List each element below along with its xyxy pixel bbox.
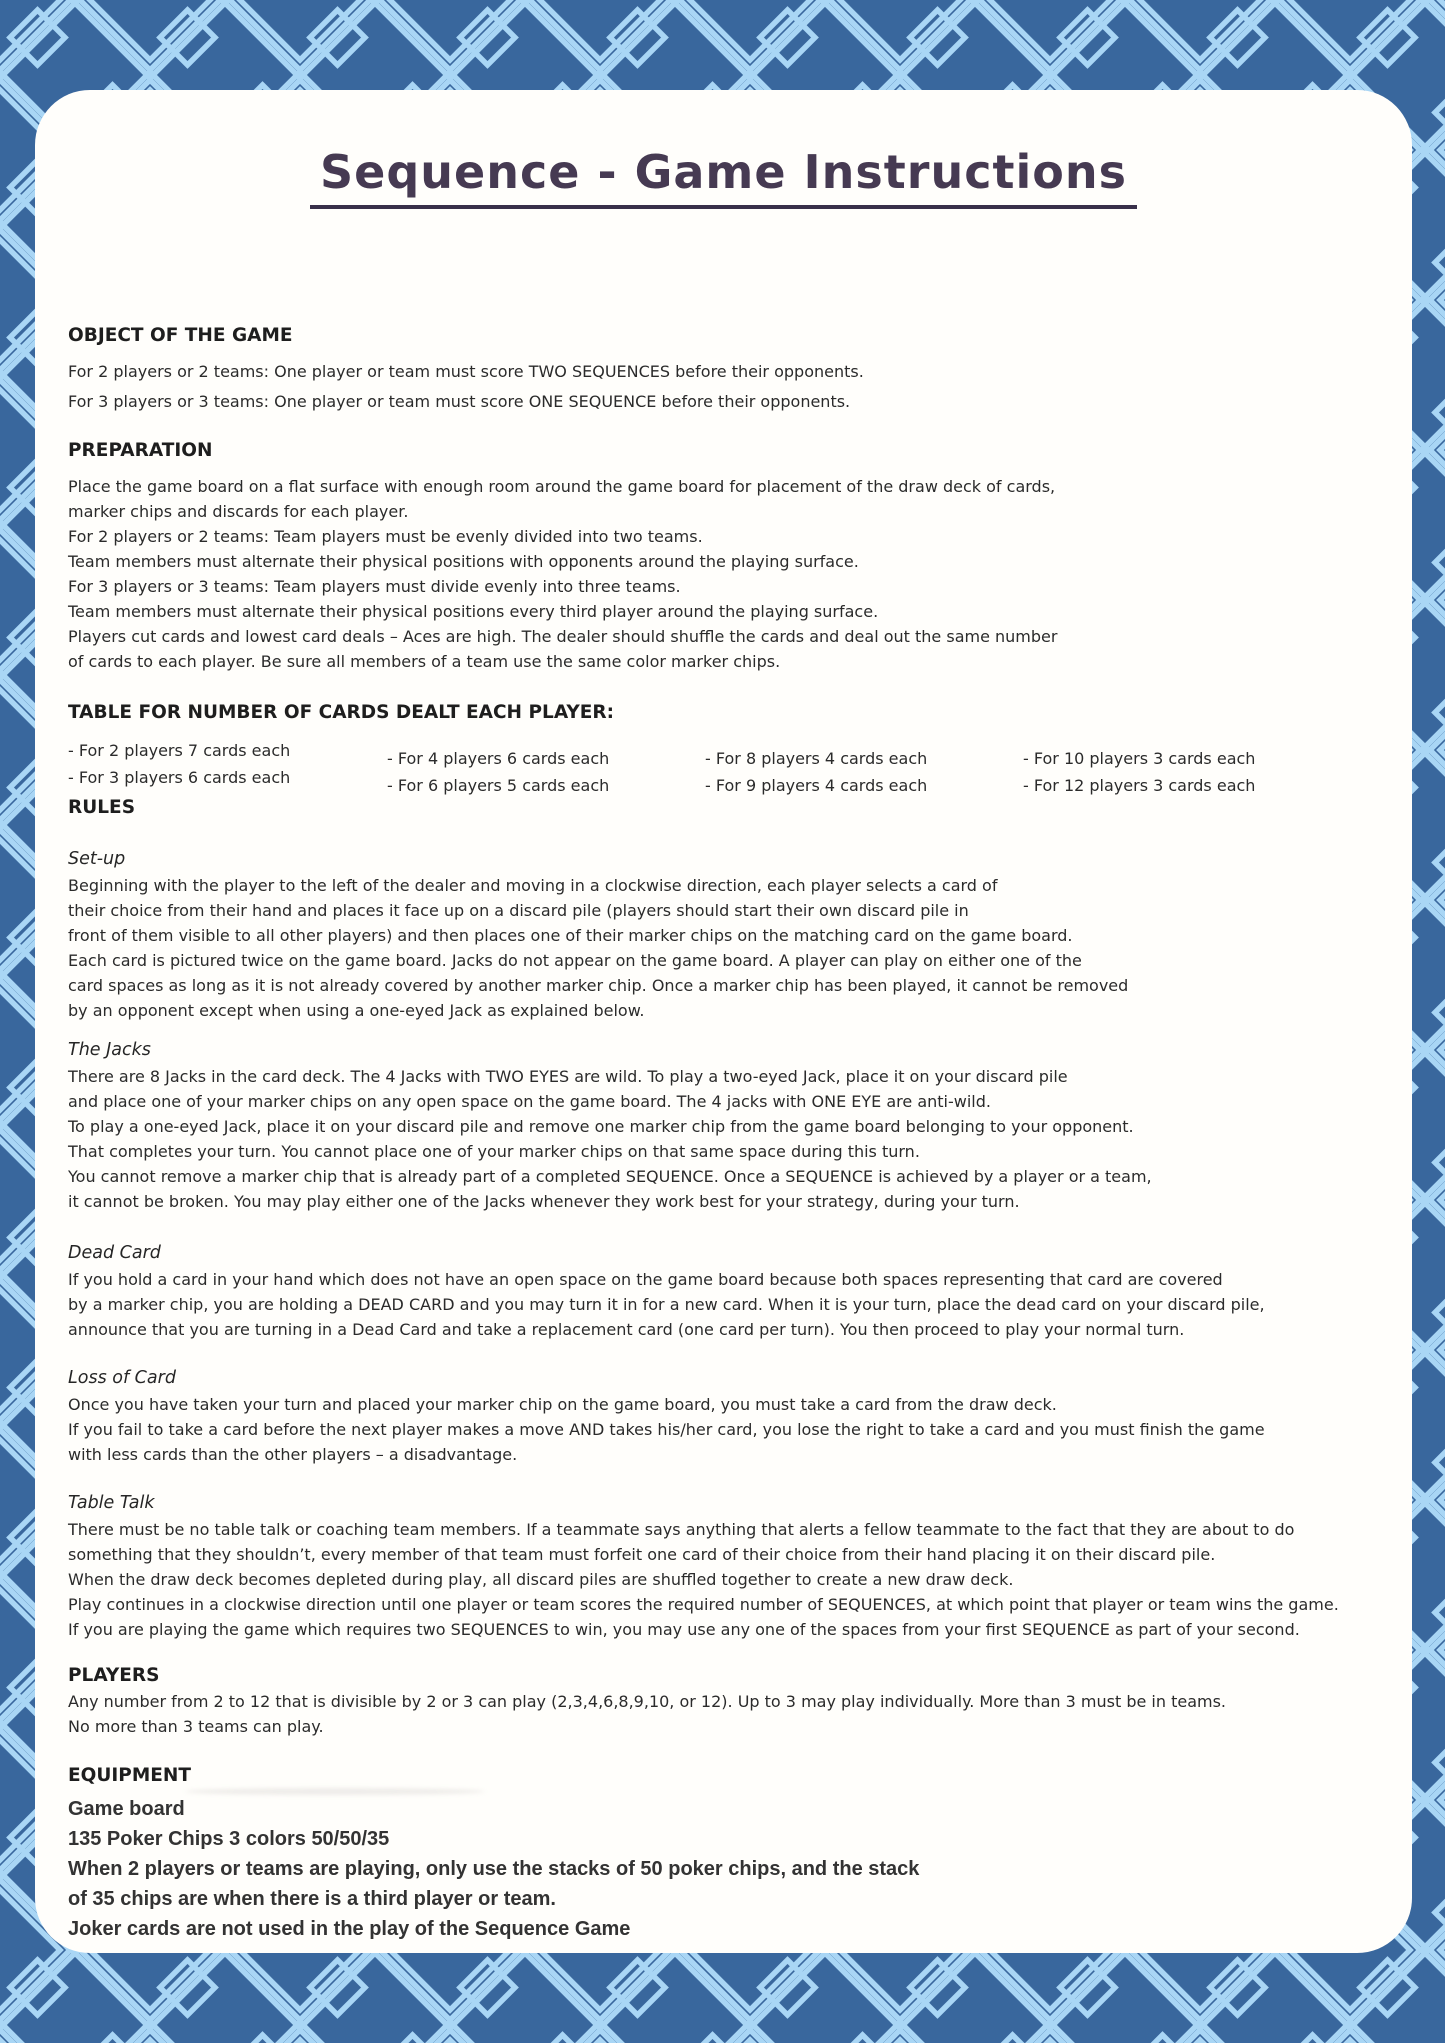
section-body (68, 1794, 1406, 1944)
section-object-of-the-game (68, 325, 1406, 417)
section-preparation (68, 440, 1406, 674)
section-heading: TABLE FOR NUMBER OF CARDS DEALT EACH PLAYER: (68, 702, 615, 723)
section-body (68, 357, 1406, 417)
text-line: it cannot be broken. You may play either one of the Jacks whenever they work best for your strategy, during your turn. (68, 1192, 1020, 1211)
text-line: You cannot remove a marker chip that is already part of a completed SEQUENCE. Once a SEQUENCE is achieved by a player or a team, (68, 1167, 1152, 1186)
text-line: Team members must alternate their physical positions with opponents around the playing surface. (68, 552, 859, 571)
text-line: card spaces as long as it is not already covered by another marker chip. Once a marker chip has been played, it cannot be removed (68, 976, 1129, 995)
section-heading: OBJECT OF THE GAME (68, 325, 293, 346)
subsection-body (68, 1267, 1406, 1342)
subsection-body (68, 1064, 1406, 1214)
rules-subsection-table-talk (68, 1493, 1406, 1642)
text-line: When 2 players or teams are playing, only use the stacks of 50 poker chips, and the stack (68, 1858, 920, 1880)
subsection-body (68, 1392, 1406, 1467)
title-container (35, 145, 1412, 209)
text-line: - For 8 players 4 cards each (705, 749, 928, 768)
rules-subsection-the-jacks (68, 1040, 1406, 1214)
text-line: For 2 players or 2 teams: One player or team must score TWO SEQUENCES before their opponents. (68, 362, 864, 381)
rules-subsection-dead-card (68, 1243, 1406, 1342)
text-line: and place one of your marker chips on any open space on the game board. The 4 jacks with ONE EYE are anti-wild. (68, 1092, 991, 1111)
cards-column-1 (68, 737, 387, 791)
text-line: of cards to each player. Be sure all members of a team use the same color marker chips. (68, 652, 781, 671)
section-cards-dealt-table (68, 702, 1406, 795)
section-rules (68, 797, 1406, 818)
text-line: For 3 players or 3 teams: One player or team must score ONE SEQUENCE before their opponents. (68, 392, 851, 411)
text-line: To play a one-eyed Jack, place it on your discard pile and remove one marker chip from the game board belonging to your opponent. (68, 1117, 1134, 1136)
text-line: Team members must alternate their physical positions every third player around the playing surface. (68, 602, 879, 621)
subsection-heading: Table Talk (68, 1493, 155, 1513)
subsection-heading: The Jacks (68, 1040, 151, 1060)
text-line: There must be no table talk or coaching team members. If a teammate says anything that alerts a fellow teammate to the fact that they are about to do (68, 1520, 1295, 1539)
section-heading: PREPARATION (68, 440, 213, 461)
cards-column-3 (705, 745, 1023, 799)
text-line: If you fail to take a card before the next player makes a move AND takes his/her card, you lose the right to take a card and you must finish the game (68, 1420, 1265, 1439)
text-line: marker chips and discards for each player. (68, 502, 409, 521)
text-line: - For 4 players 6 cards each (387, 749, 610, 768)
subsection-body (68, 1517, 1406, 1642)
text-line: That completes your turn. You cannot place one of your marker chips on that same space during this turn. (68, 1142, 920, 1161)
section-equipment (68, 1765, 1406, 1944)
text-line: Beginning with the player to the left of the dealer and moving in a clockwise direction, each player selects a card of (68, 876, 998, 895)
text-line: Place the game board on a flat surface with enough room around the game board for placement of the draw deck of cards, (68, 477, 1056, 496)
section-heading: RULES (68, 797, 136, 818)
text-line: Once you have taken your turn and placed your marker chip on the game board, you must take a card from the draw deck. (68, 1395, 1057, 1414)
text-line: - For 10 players 3 cards each (1023, 749, 1256, 768)
subsection-heading: Set-up (68, 849, 126, 869)
text-line: their choice from their hand and places it face up on a discard pile (players should start their own discard pile in (68, 901, 969, 920)
text-line: Joker cards are not used in the play of the Sequence Game (68, 1918, 631, 1940)
text-line: - For 3 players 6 cards each (68, 768, 291, 787)
text-line: Players cut cards and lowest card deals – Aces are high. The dealer should shuffle the cards and deal out the same number (68, 627, 1058, 646)
text-line: If you are playing the game which requires two SEQUENCES to win, you may use any one of the spaces from your first SEQUENCE as part of your second. (68, 1620, 1300, 1639)
text-line: front of them visible to all other players) and then places one of their marker chips on the matching card on the game board. (68, 926, 1073, 945)
text-line: by a marker chip, you are holding a DEAD CARD and you may turn it in for a new card. When it is your turn, place the dead card on your discard pile, (68, 1295, 1265, 1314)
text-line: For 3 players or 3 teams: Team players must divide evenly into three teams. (68, 577, 681, 596)
instruction-sheet (35, 90, 1412, 1953)
text-line: announce that you are turning in a Dead Card and take a replacement card (one card per turn). You then proceed to play your normal turn. (68, 1320, 1185, 1339)
text-line: - For 6 players 5 cards each (387, 776, 610, 795)
cards-dealt-columns (68, 737, 1406, 795)
text-line: by an opponent except when using a one-eyed Jack as explained below. (68, 1001, 645, 1020)
cards-column-4 (1023, 745, 1406, 799)
text-line: Game board (68, 1798, 185, 1820)
text-line: - For 12 players 3 cards each (1023, 776, 1256, 795)
section-players (68, 1665, 1406, 1739)
text-line: Any number from 2 to 12 that is divisible by 2 or 3 can play (2,3,4,6,8,9,10, or 12). Up to 3 may play individually. More than 3 must be in teams. (68, 1692, 1226, 1711)
page-title: Sequence - Game Instructions (310, 145, 1137, 209)
text-line: - For 2 players 7 cards each (68, 741, 291, 760)
section-heading: EQUIPMENT (68, 1765, 191, 1786)
cards-column-2 (387, 745, 705, 799)
text-line: something that they shouldn’t, every member of that team must forfeit one card of their choice from their hand placing it on their discard pile. (68, 1545, 1216, 1564)
text-line: Play continues in a clockwise direction until one player or team scores the required number of SEQUENCES, at which point that player or team wins the game. (68, 1595, 1339, 1614)
text-line: If you hold a card in your hand which does not have an open space on the game board because both spaces representing that card are covered (68, 1270, 1223, 1289)
section-heading: PLAYERS (68, 1665, 160, 1686)
text-line: 135 Poker Chips 3 colors 50/50/35 (68, 1828, 390, 1850)
text-line: When the draw deck becomes depleted during play, all discard piles are shuffled together to create a new draw deck. (68, 1570, 1014, 1589)
section-body (68, 1689, 1406, 1739)
text-line: There are 8 Jacks in the card deck. The 4 Jacks with TWO EYES are wild. To play a two-eyed Jack, place it on your discard pile (68, 1067, 1068, 1086)
rules-subsection-loss-of-card (68, 1368, 1406, 1467)
text-line: of 35 chips are when there is a third player or team. (68, 1888, 556, 1910)
text-line: For 2 players or 2 teams: Team players must be evenly divided into two teams. (68, 527, 703, 546)
rules-subsection-setup (68, 849, 1406, 1023)
subsection-heading: Dead Card (68, 1243, 161, 1263)
text-line: - For 9 players 4 cards each (705, 776, 928, 795)
section-body (68, 474, 1406, 674)
subsection-heading: Loss of Card (68, 1368, 176, 1388)
text-line: Each card is pictured twice on the game board. Jacks do not appear on the game board. A player can play on either one of the (68, 951, 1082, 970)
text-line: with less cards than the other players – a disadvantage. (68, 1445, 518, 1464)
subsection-body (68, 873, 1406, 1023)
text-line: No more than 3 teams can play. (68, 1717, 324, 1736)
